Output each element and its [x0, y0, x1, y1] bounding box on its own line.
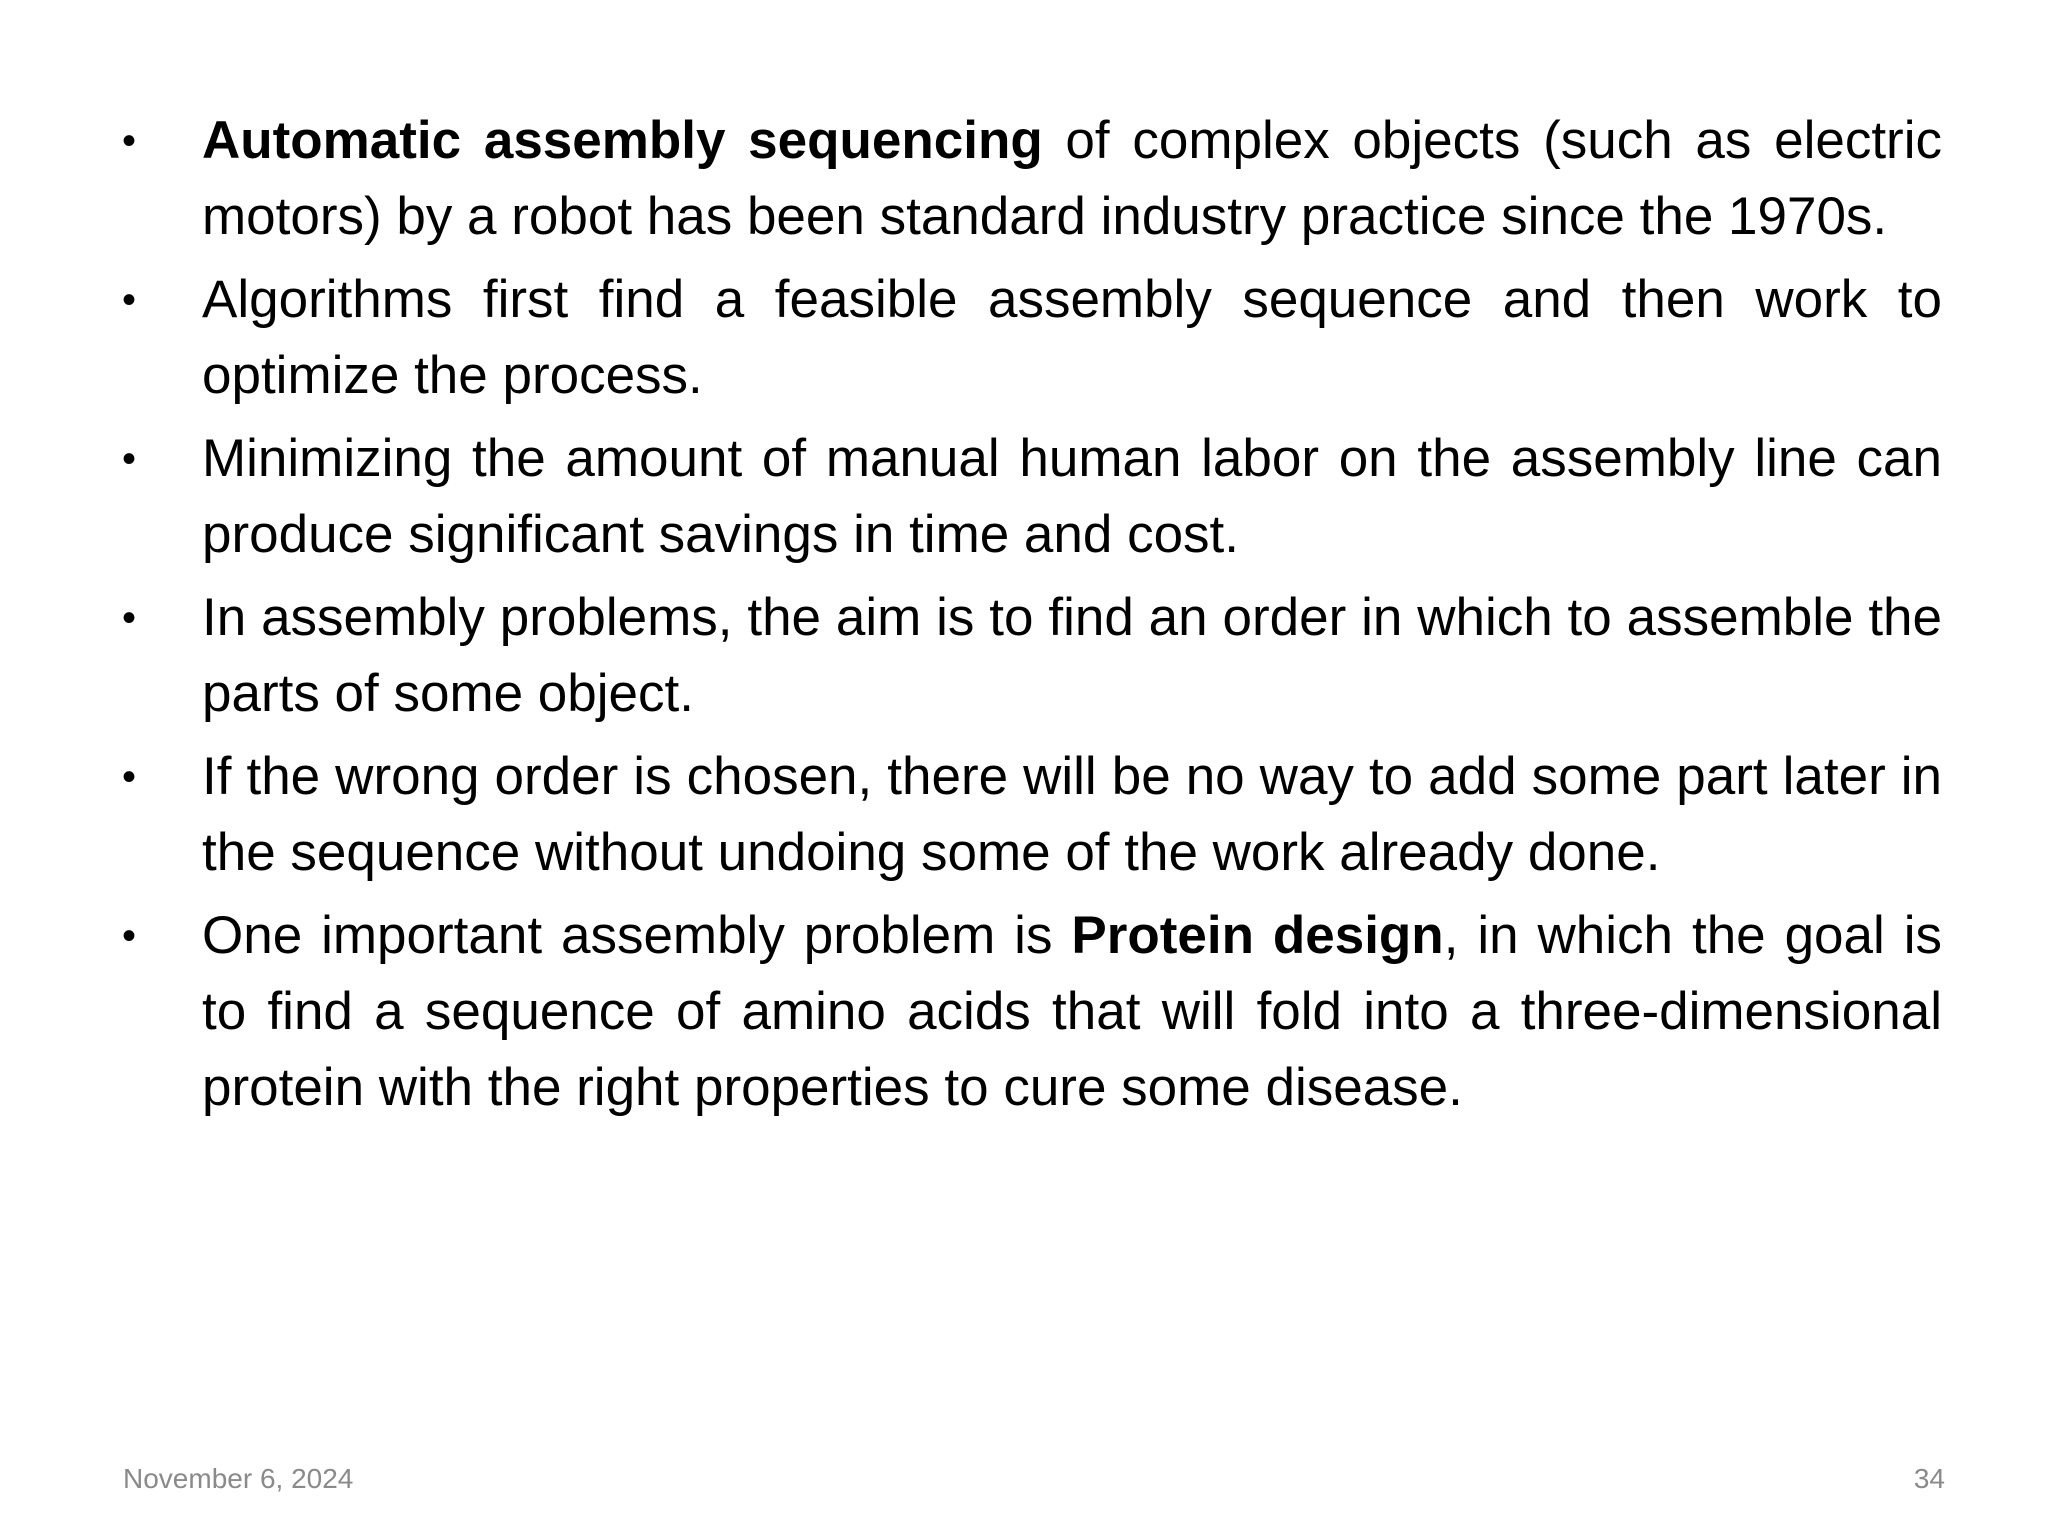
- bullet-item-5: [122, 739, 1942, 891]
- bullet-icon: •: [122, 437, 137, 481]
- bullet-bold-term: Protein design: [1071, 906, 1444, 965]
- page-number: 34: [1913, 1463, 1945, 1494]
- bullet-text-after: , in which the goal is to find a sequence of amino acids that will fold into a three-dimensional protein with the right properties to cure some disease.: [202, 906, 1942, 1117]
- bullet-item-6: [122, 898, 1942, 1126]
- bullet-bold-lead: Automatic assembly sequencing: [202, 111, 1043, 170]
- bullet-icon: •: [122, 914, 137, 958]
- bullet-text: In assembly problems, the aim is to find an order in which to assemble the parts of some object.: [202, 588, 1942, 723]
- bullet-text: If the wrong order is chosen, there will be no way to add some part later in the sequence without undoing some of the work already done.: [202, 747, 1942, 882]
- bullet-list: [122, 103, 1942, 1133]
- bullet-item-3: [122, 421, 1942, 573]
- bullet-item-1: [122, 103, 1942, 255]
- bullet-text: Algorithms first find a feasible assembly sequence and then work to optimize the process.: [202, 270, 1942, 405]
- bullet-icon: •: [122, 119, 137, 163]
- bullet-text-before: One important assembly problem is: [202, 906, 1072, 965]
- bullet-item-2: [122, 262, 1942, 414]
- bullet-icon: •: [122, 596, 137, 640]
- footer-date: November 6, 2024: [123, 1463, 354, 1494]
- bullet-icon: •: [122, 278, 137, 322]
- bullet-item-4: [122, 580, 1942, 732]
- bullet-text: Minimizing the amount of manual human labor on the assembly line can produce significant savings in time and cost.: [202, 429, 1942, 564]
- bullet-text: of complex objects (such as electric motors) by a robot has been standard industry practice since the 1970s.: [202, 111, 1942, 246]
- bullet-icon: •: [122, 755, 137, 799]
